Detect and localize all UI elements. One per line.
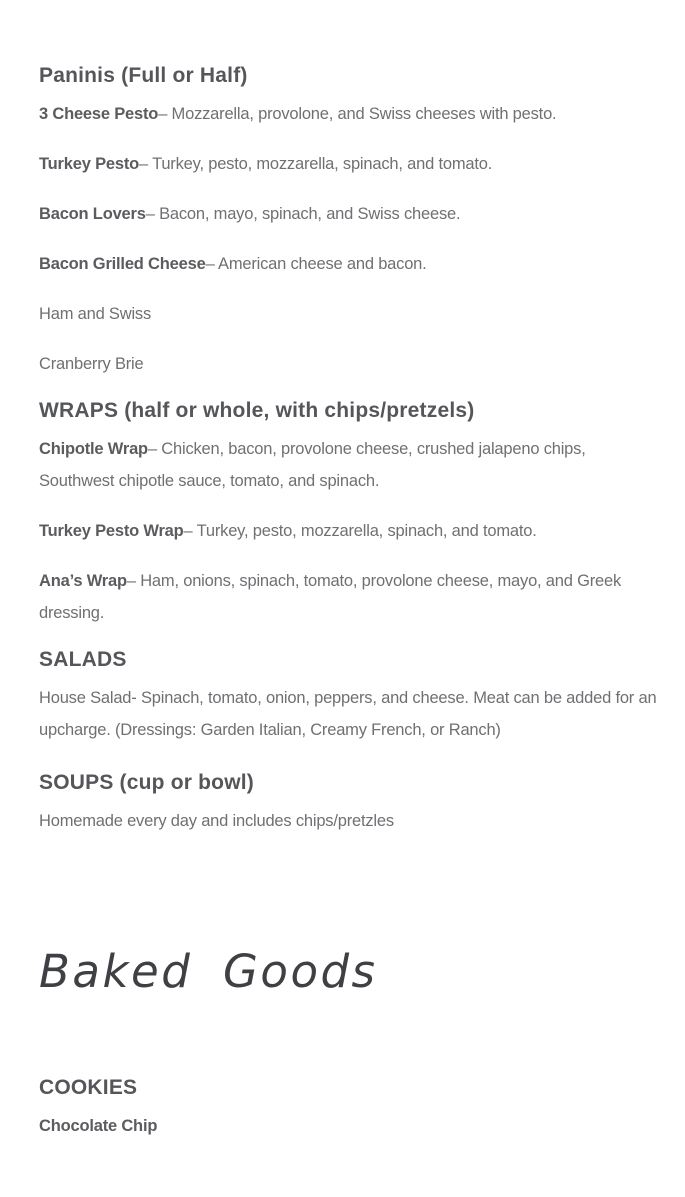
menu-item-soup-note bbox=[39, 805, 657, 837]
item-desc: House Salad- Spinach, tomato, onion, peppers, and cheese. Meat can be added for an upcharge. (Dressings: Garden Italian, Creamy French, or Ranch) bbox=[39, 689, 657, 739]
section-heading-soups: SOUPS (cup or bowl) bbox=[39, 771, 254, 794]
section-wraps bbox=[39, 398, 657, 629]
item-desc: – Bacon, mayo, spinach, and Swiss cheese. bbox=[145, 205, 461, 223]
item-name: Bacon Grilled Cheese bbox=[39, 255, 206, 273]
item-desc: – Turkey, pesto, mozzarella, spinach, and tomato. bbox=[183, 522, 537, 540]
item-desc: – Turkey, pesto, mozzarella, spinach, and tomato. bbox=[139, 155, 493, 173]
category-title-baked-goods: Baked Goods bbox=[39, 945, 378, 998]
item-name: Ana’s Wrap bbox=[39, 572, 127, 590]
item-name: Chipotle Wrap bbox=[39, 440, 148, 458]
menu-item-ham-and-swiss bbox=[39, 298, 657, 330]
section-heading-cookies: COOKIES bbox=[39, 1076, 138, 1099]
item-desc: Homemade every day and includes chips/pretzles bbox=[39, 812, 394, 830]
item-name: Chocolate Chip bbox=[39, 1117, 158, 1135]
section-heading-paninis: Paninis (Full or Half) bbox=[39, 64, 248, 87]
menu-item-chipotle-wrap bbox=[39, 433, 657, 497]
menu-item-turkey-pesto bbox=[39, 148, 657, 180]
section-soups bbox=[39, 770, 657, 837]
item-name: Turkey Pesto Wrap bbox=[39, 522, 184, 540]
section-paninis bbox=[39, 63, 657, 380]
item-desc: – Chicken, bacon, provolone cheese, crushed jalapeno chips, Southwest chipotle sauce, tomato, and spinach. bbox=[39, 440, 586, 490]
section-heading-wraps: WRAPS (half or whole, with chips/pretzels) bbox=[39, 399, 475, 422]
item-desc: – Mozzarella, provolone, and Swiss cheeses with pesto. bbox=[158, 105, 557, 123]
item-name: Ham and Swiss bbox=[39, 305, 152, 323]
menu-item-cranberry-brie bbox=[39, 348, 657, 380]
menu-item-3-cheese-pesto bbox=[39, 98, 657, 130]
section-salads bbox=[39, 647, 657, 746]
item-name: Cranberry Brie bbox=[39, 355, 144, 373]
item-desc: – Ham, onions, spinach, tomato, provolone cheese, mayo, and Greek dressing. bbox=[39, 572, 622, 622]
menu-item-bacon-grilled-cheese bbox=[39, 248, 657, 280]
menu-item-turkey-pesto-wrap bbox=[39, 515, 657, 547]
item-name: Turkey Pesto bbox=[39, 155, 139, 173]
menu-item-chocolate-chip bbox=[39, 1110, 657, 1142]
menu-item-bacon-lovers bbox=[39, 198, 657, 230]
item-name: 3 Cheese Pesto bbox=[39, 105, 159, 123]
item-desc: – American cheese and bacon. bbox=[205, 255, 427, 273]
section-cookies bbox=[39, 1075, 657, 1142]
menu-item-house-salad bbox=[39, 682, 657, 746]
section-heading-salads: SALADS bbox=[39, 648, 127, 671]
menu-item-anas-wrap bbox=[39, 565, 657, 629]
item-name: Bacon Lovers bbox=[39, 205, 146, 223]
